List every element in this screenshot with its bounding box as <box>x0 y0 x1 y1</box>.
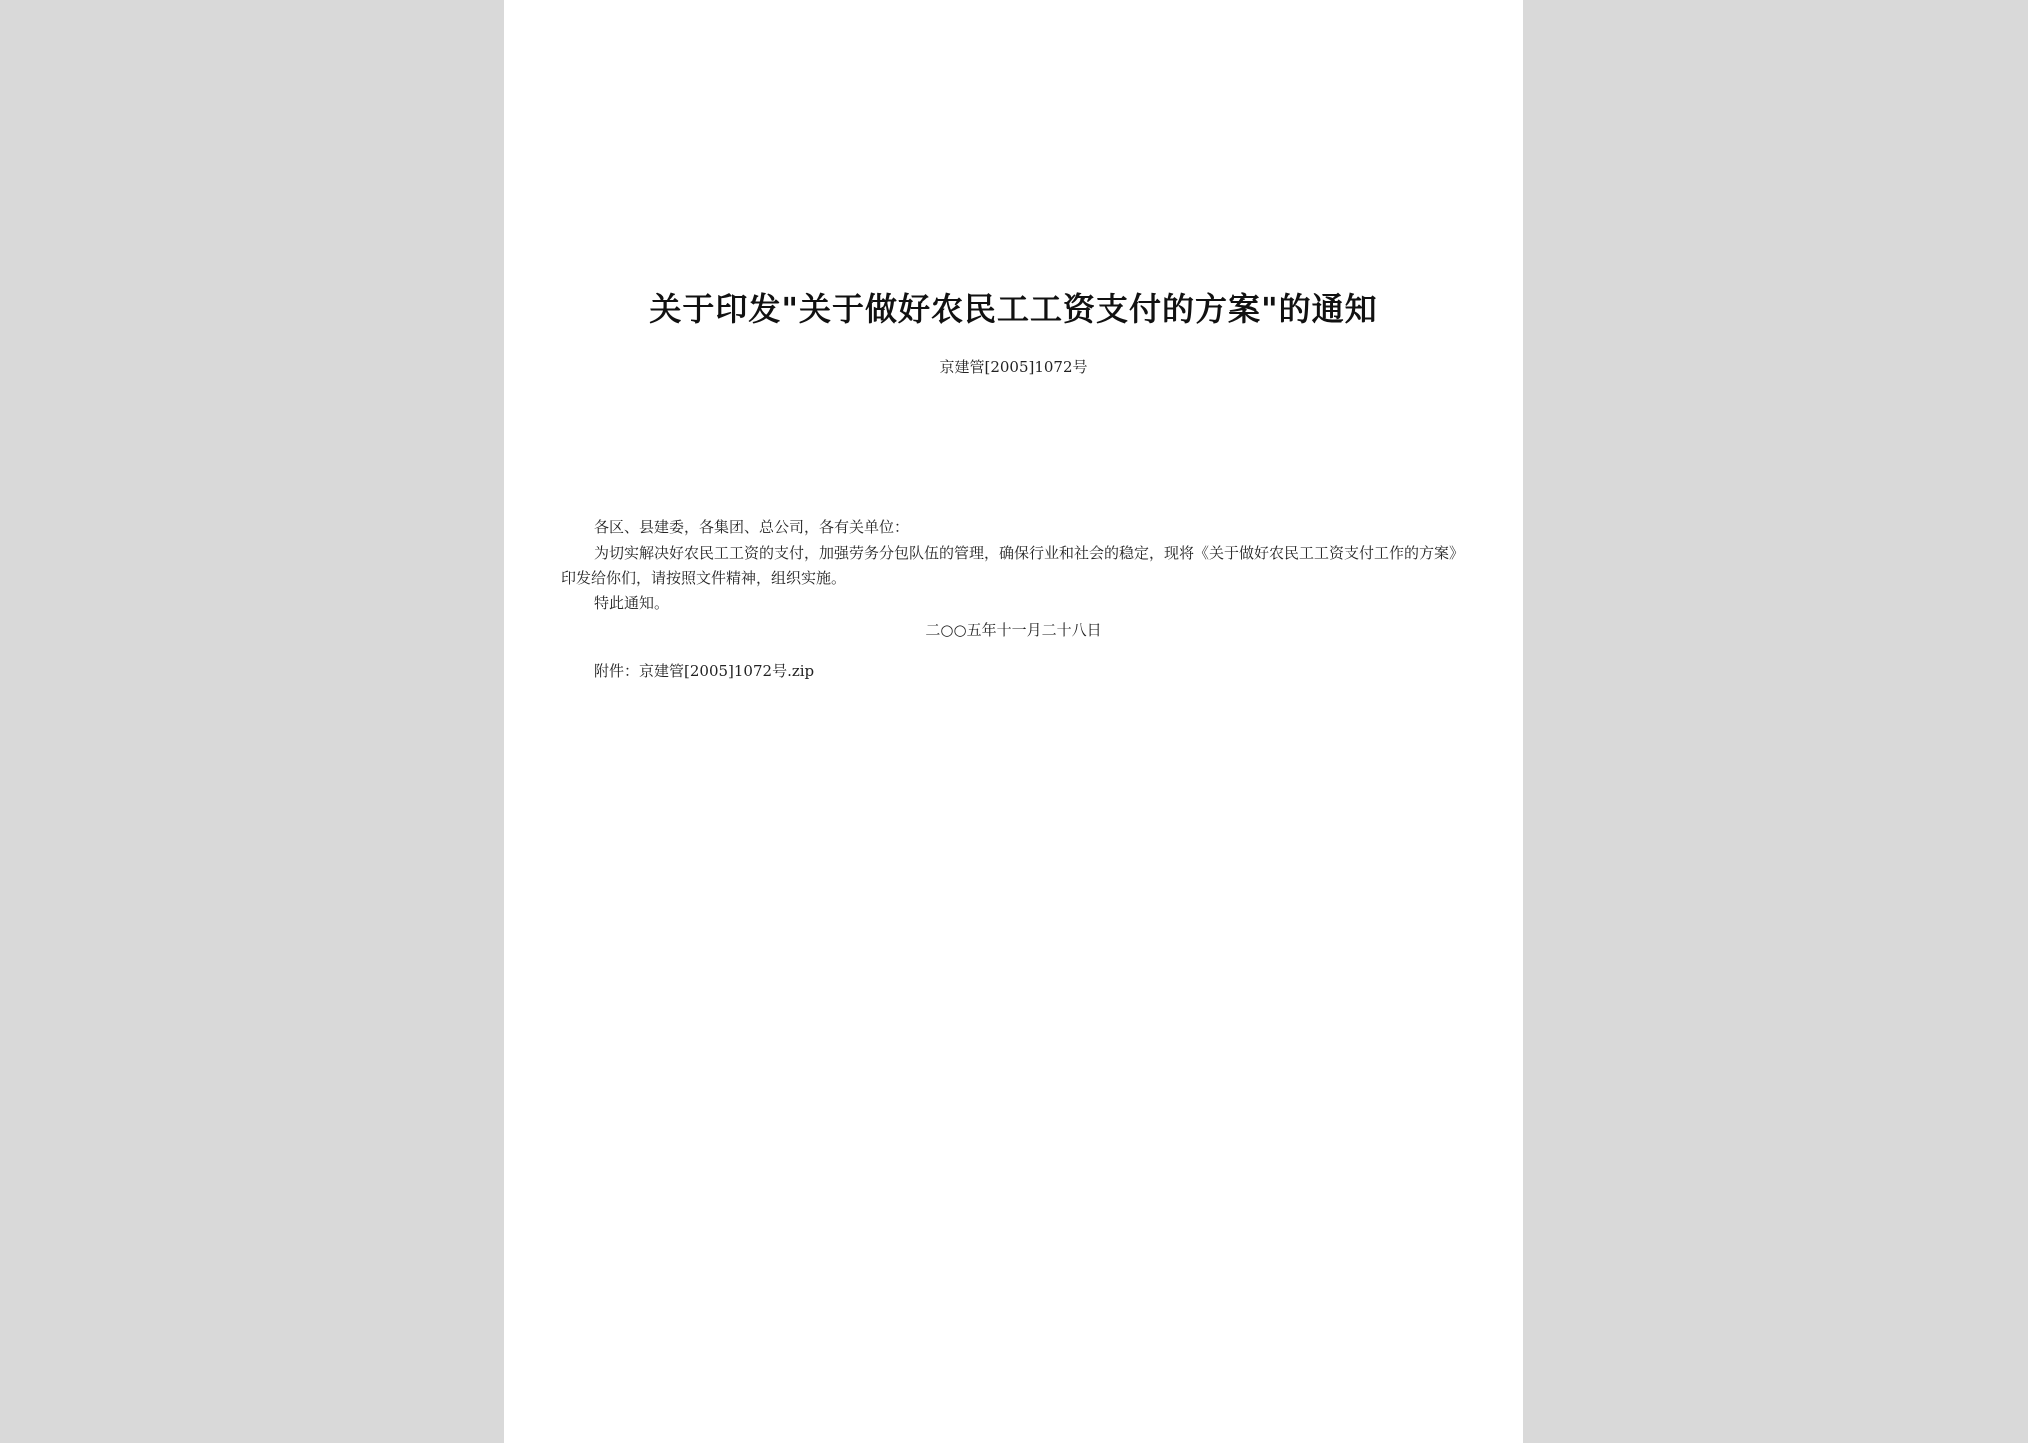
attachment-line <box>594 660 814 681</box>
attachment-file-link[interactable]: 京建管[2005]1072号.zip <box>639 662 815 680</box>
body-paragraph: 为切实解决好农民工工资的支付，加强劳务分包队伍的管理，确保行业和社会的稳定，现将《关于做好农民工工资支付工作的方案》印发给你们，请按照文件精神，组织实施。 <box>561 544 1465 587</box>
issue-date: 二○○五年十一月二十八日 <box>925 621 1102 639</box>
document-number: 京建管[2005]1072号 <box>939 358 1088 376</box>
document-title: 关于印发"关于做好农民工工资支付的方案"的通知 <box>649 290 1378 328</box>
salutation: 各区、县建委，各集团、总公司，各有关单位： <box>594 518 910 536</box>
document-page <box>504 0 1523 1443</box>
closing-text: 特此通知。 <box>594 594 670 612</box>
attachment-label: 附件： <box>594 662 640 680</box>
